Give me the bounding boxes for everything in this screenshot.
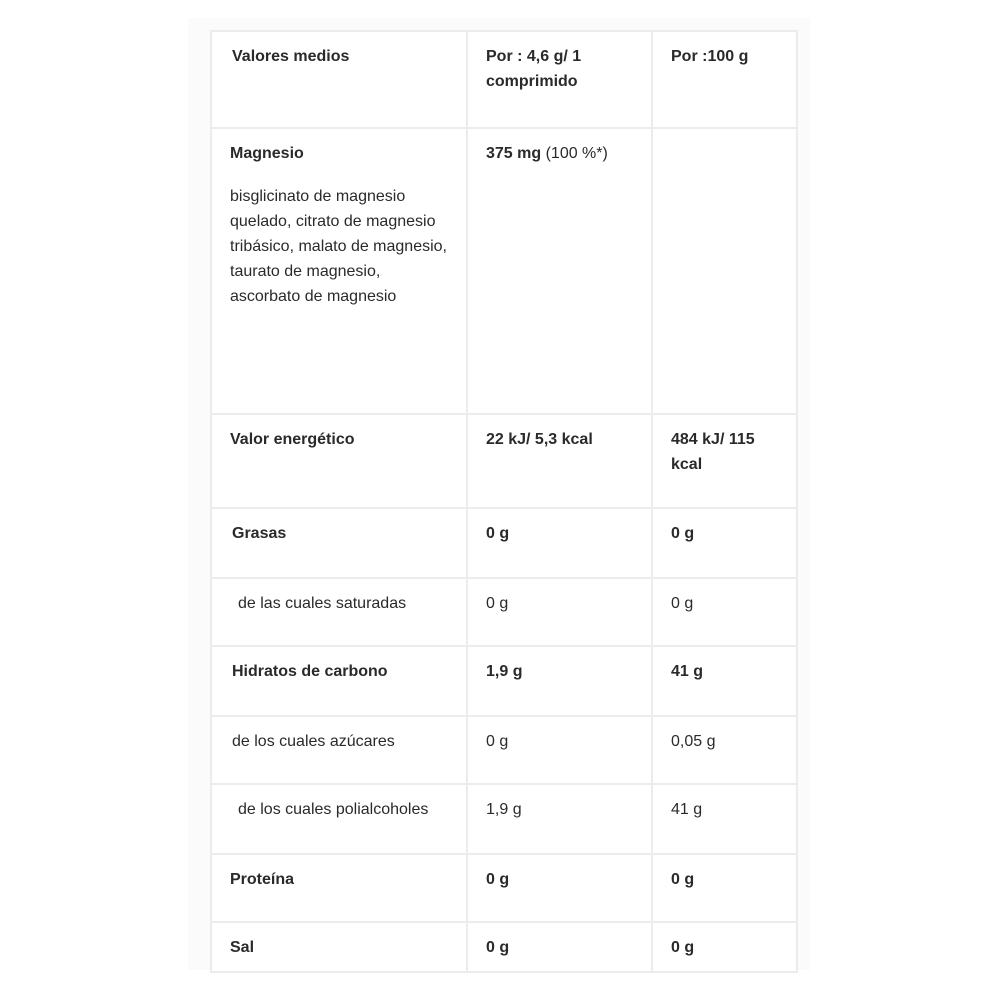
magnesio-per-tablet bbox=[467, 128, 652, 414]
header-label: Valores medios bbox=[211, 31, 467, 128]
magnesio-cell bbox=[211, 128, 467, 414]
table-row bbox=[211, 854, 797, 922]
row-per-tablet: 0 g bbox=[467, 854, 652, 922]
row-label: Proteína bbox=[211, 854, 467, 922]
header-per-tablet: Por : 4,6 g/ 1 comprimido bbox=[467, 31, 652, 128]
magnesio-sources: bisglicinato de magnesio quelado, citrato de magnesio tribásico, malato de magnesio, taurato de magnesio, ascorbato de magnesio bbox=[230, 188, 447, 305]
row-label: Grasas bbox=[211, 508, 467, 578]
magnesio-per-100g bbox=[652, 128, 797, 414]
table-row bbox=[211, 646, 797, 716]
row-per-tablet: 22 kJ/ 5,3 kcal bbox=[467, 414, 652, 508]
table-row bbox=[211, 922, 797, 972]
table-row bbox=[211, 784, 797, 854]
row-label: de las cuales saturadas bbox=[211, 578, 467, 646]
row-label: de los cuales azúcares bbox=[211, 716, 467, 784]
row-per-100g: 484 kJ/ 115 kcal bbox=[652, 414, 797, 508]
row-per-100g: 0 g bbox=[652, 854, 797, 922]
row-per-tablet: 1,9 g bbox=[467, 784, 652, 854]
row-per-tablet: 0 g bbox=[467, 716, 652, 784]
table-row bbox=[211, 414, 797, 508]
row-label: de los cuales polialcoholes bbox=[211, 784, 467, 854]
magnesio-row bbox=[211, 128, 797, 414]
table-row bbox=[211, 508, 797, 578]
table-row bbox=[211, 578, 797, 646]
row-label: Sal bbox=[211, 922, 467, 972]
magnesio-percent: (100 %*) bbox=[541, 145, 608, 162]
row-per-100g: 0 g bbox=[652, 578, 797, 646]
row-per-tablet: 0 g bbox=[467, 578, 652, 646]
row-per-100g: 0,05 g bbox=[652, 716, 797, 784]
header-row bbox=[211, 31, 797, 128]
nutrition-table bbox=[210, 30, 798, 973]
row-per-tablet: 0 g bbox=[467, 922, 652, 972]
nutrition-table-container bbox=[210, 30, 796, 973]
row-per-100g: 41 g bbox=[652, 646, 797, 716]
table-row bbox=[211, 716, 797, 784]
magnesio-label: Magnesio bbox=[230, 145, 304, 162]
row-per-100g: 0 g bbox=[652, 508, 797, 578]
row-per-tablet: 1,9 g bbox=[467, 646, 652, 716]
row-per-tablet: 0 g bbox=[467, 508, 652, 578]
row-per-100g: 0 g bbox=[652, 922, 797, 972]
row-label: Hidratos de carbono bbox=[211, 646, 467, 716]
row-per-100g: 41 g bbox=[652, 784, 797, 854]
row-label: Valor energético bbox=[211, 414, 467, 508]
header-per-100g: Por :100 g bbox=[652, 31, 797, 128]
magnesio-value: 375 mg bbox=[486, 145, 542, 162]
